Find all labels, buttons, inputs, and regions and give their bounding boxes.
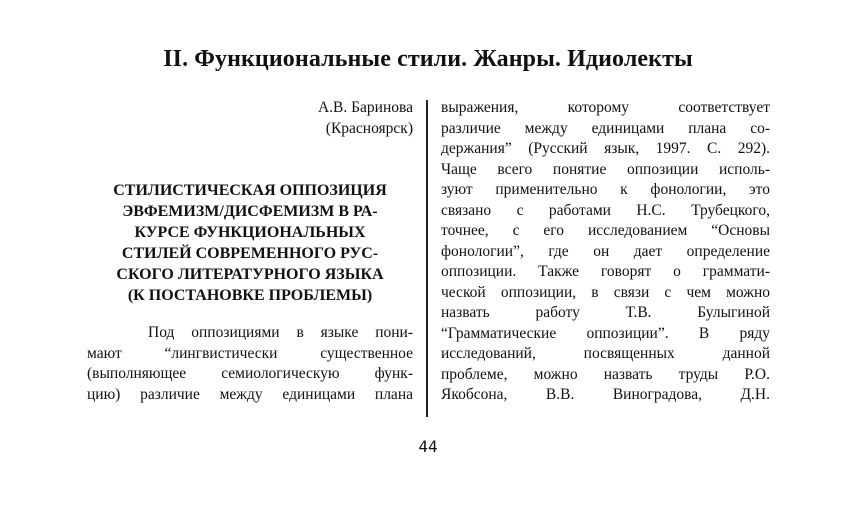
section-title: II. Функциональные стили. Жанры. Идиолекты	[163, 46, 693, 72]
article-title-line: СКОГО ЛИТЕРАТУРНОГО ЯЗЫКА	[116, 266, 384, 283]
text-line: Якобсона, В.В. Виноградова, Д.Н.	[441, 386, 770, 403]
article-title-line: СТИЛИСТИЧЕСКАЯ ОППОЗИЦИЯ	[113, 182, 387, 199]
article-title-line: СТИЛЕЙ СОВРЕМЕННОГО РУС-	[121, 245, 379, 262]
text-line: (выполняющее семиологическую функ-	[87, 365, 413, 382]
text-line: назвать работу Т.В. Булыгиной	[441, 304, 770, 321]
left-body-text	[87, 323, 413, 405]
text-line: цию) различие между единицами плана	[87, 385, 413, 403]
article-title-line: КУРСЕ ФУНКЦИОНАЛЬНЫХ	[134, 224, 366, 241]
text-line: связано с работами Н.С. Трубецкого,	[441, 201, 770, 219]
right-column	[441, 98, 770, 406]
text-line: проблеме, можно назвать труды Р.О.	[441, 365, 770, 383]
text-line: выражения, которому соответствует	[441, 99, 770, 116]
article-title-line: (К ПОСТАНОВКЕ ПРОБЛЕМЫ)	[127, 287, 373, 304]
text-line: фонологии”, где он дает определение	[441, 242, 770, 260]
text-line: Под оппозициями в языке пони-	[148, 324, 413, 341]
text-line: ческой оппозиции, в связи с чем можно	[441, 283, 770, 301]
text-line: “Грамматические оппозиции”. В ряду	[441, 324, 770, 342]
article-title	[87, 180, 413, 306]
column-divider	[426, 100, 428, 417]
text-line: различие между единицами плана со-	[441, 119, 770, 137]
author-block	[87, 98, 413, 139]
article-title-line: ЭВФЕМИЗМ/ДИСФЕМИЗМ В РА-	[122, 203, 378, 220]
text-line: Чаще всего понятие оппозиции исполь-	[441, 160, 770, 178]
text-line: исследований, посвященных данной	[441, 345, 770, 362]
page-number: 44	[418, 437, 438, 456]
text-line: зуют применительно к фонологии, это	[441, 181, 770, 198]
text-line: держания” (Русский язык, 1997. С. 292).	[441, 140, 770, 157]
author-city: (Красноярск)	[325, 119, 413, 137]
text-line: оппозиции. Также говорят о граммати-	[441, 263, 770, 280]
author-name: А.В. Баринова	[317, 99, 413, 116]
text-line: мают “лингвистически существенное	[87, 344, 413, 362]
left-column	[87, 98, 413, 405]
text-line: точнее, с его исследованием “Основы	[441, 222, 770, 239]
